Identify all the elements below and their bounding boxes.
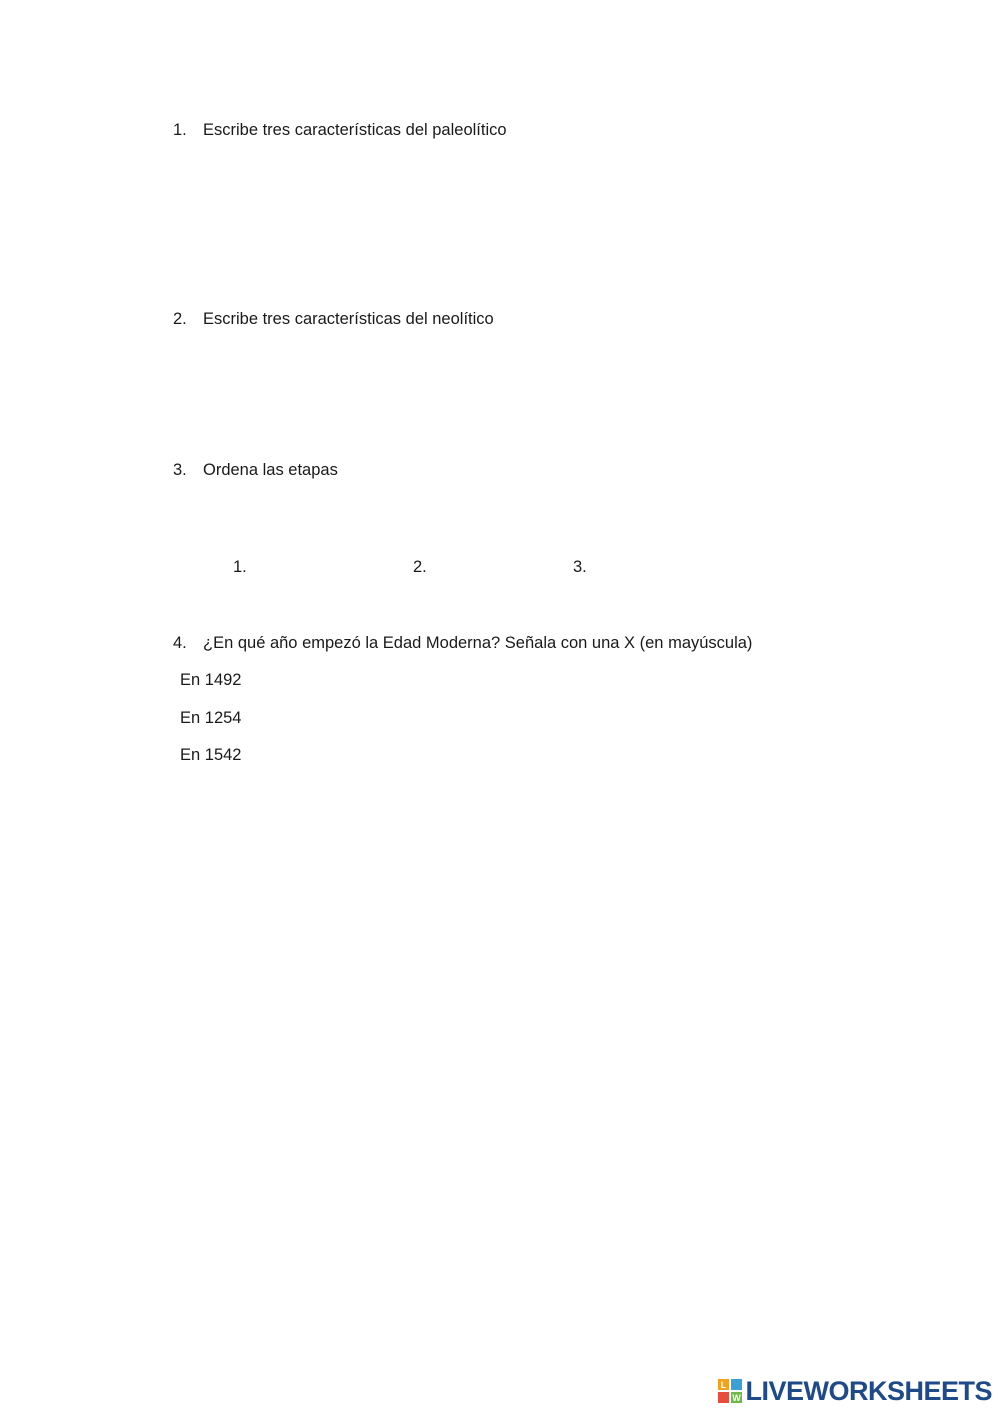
question-number: 4. xyxy=(173,634,187,652)
question-text: Escribe tres características del paleolítico xyxy=(203,121,507,139)
question-text: Ordena las etapas xyxy=(203,461,338,479)
question-text: ¿En qué año empezó la Edad Moderna? Señala con una X (en mayúscula) xyxy=(203,634,753,652)
question-text: Escribe tres características del neolítico xyxy=(203,310,494,328)
liveworksheets-logo xyxy=(718,1377,992,1405)
question-number: 1. xyxy=(173,121,187,139)
question-number: 2. xyxy=(173,310,187,328)
question-number: 3. xyxy=(173,461,187,479)
icon-letter-l: L xyxy=(721,1380,727,1390)
order-slot-2: 2. xyxy=(413,558,427,576)
liveworksheets-icon xyxy=(718,1379,742,1403)
answer-option-3[interactable]: En 1542 xyxy=(180,746,242,764)
order-slot-1: 1. xyxy=(233,558,247,576)
order-slot-3: 3. xyxy=(573,558,587,576)
answer-option-2[interactable]: En 1254 xyxy=(180,709,242,727)
icon-letter-w: W xyxy=(732,1393,742,1403)
answer-option-1[interactable]: En 1492 xyxy=(180,671,242,689)
brand-name: LIVEWORKSHEETS xyxy=(745,1375,992,1406)
